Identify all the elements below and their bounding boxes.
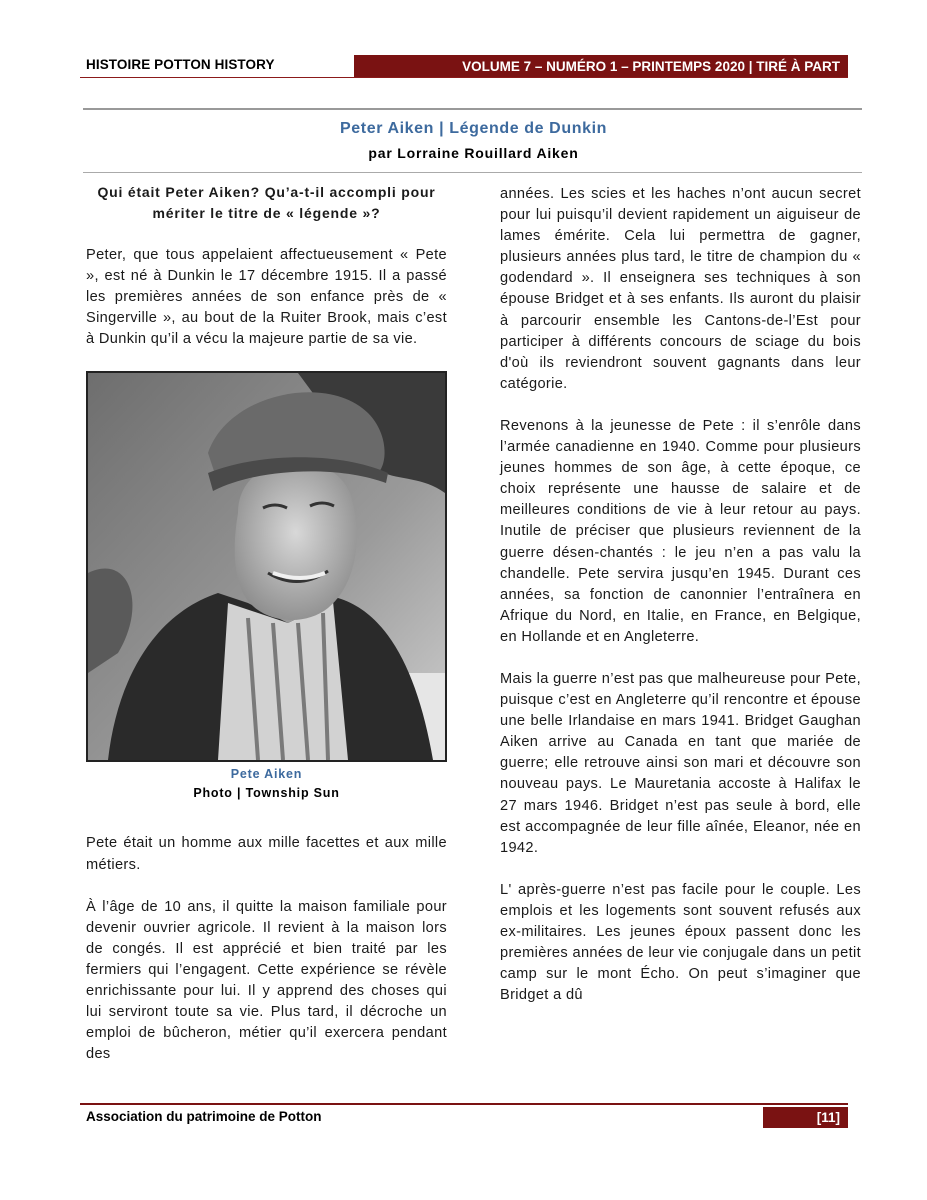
paragraph: Peter, que tous appelaient affectueusement « Pete », est né à Dunkin le 17 décembre 1915. Il a passé les premières années de son enfance près de « Singerville », au bout de la Ruiter Brook, mais c’est à Dunkin qu’il a vécu la majeure partie de sa vie.: [86, 247, 447, 348]
page-number: [11]: [763, 1107, 848, 1128]
section-question: Qui était Peter Aiken? Qu’a-t-il accompli pour mériter le titre de « légende »?: [97, 184, 436, 221]
title-divider: [83, 172, 862, 173]
paragraph: années. Les scies et les haches n’ont aucun secret pour lui puisqu’il devient rapidement un aiguiseur de lames émérite. Cela lui permettra de gagner, plusieurs années plus tard, le titre de champion du « godendard ». Il enseignera ses techniques à son épouse Bridget et à ses enfants. Ils auront du plaisir à parcourir ensemble les Cantons-de-l’Est pour participer à différents concours de sciage du bois d'où ils reviendront souvent gagnants dans leur catégorie.: [500, 186, 861, 392]
paragraph: L' après-guerre n’est pas facile pour le couple. Les emplois et les logements sont souvent refusés aux ex-militaires. Les jeunes époux passent donc les premières années de leur vie conjugale dans un petit camp sur le mont Écho. On peut s’imaginer que Bridget a dû: [500, 881, 861, 1004]
publication-name: HISTOIRE POTTON HISTORY: [86, 57, 275, 72]
association-name: Association du patrimoine de Potton: [86, 1109, 322, 1124]
page-header: [80, 55, 848, 78]
paragraph: Mais la guerre n’est pas que malheureuse pour Pete, puisque c’est en Angleterre qu’il rencontre et épouse une belle Irlandaise en mars 1941. Bridget Gaughan Aiken arrive au Canada en tant que mariée de guerre; elle retrouve ainsi son mari et découvre son nouveau pays. Le Mauretania accoste à Halifax le 27 mars 1946. Bridget n’est pas seule à bord, elle est accompagnée de leur fille aînée, Eleanor, née en 1942.: [500, 670, 862, 856]
portrait-illustration: [88, 373, 445, 760]
portrait-photo: [86, 371, 447, 762]
right-column: [500, 184, 861, 1027]
photo-caption: Pete Aiken: [230, 767, 303, 782]
page-footer: [80, 1103, 848, 1127]
article-title: Peter Aiken | Légende de Dunkin: [340, 120, 607, 137]
top-divider: [83, 108, 862, 110]
paragraph: Pete était un homme aux mille facettes et aux mille métiers.: [86, 835, 447, 873]
left-column: [86, 182, 447, 1086]
paragraph: À l’âge de 10 ans, il quitte la maison familiale pour devenir ouvrier agricole. Il revient à la maison lors de congés. Il est apprécié et bien traité par les fermiers qui l’engagent. Cette expérience se révèle enrichissante pour lui. Il y apprend des choses qui lui serviront toute sa vie. Plus tard, il décroche un emploi de bûcheron, métier qu’il exercera pendant des: [86, 898, 447, 1063]
photo-credit: Photo | Township Sun: [193, 786, 340, 801]
article-byline: par Lorraine Rouillard Aiken: [368, 145, 579, 161]
issue-banner: VOLUME 7 – NUMÉRO 1 – PRINTEMPS 2020 | TIRÉ À PART: [354, 55, 848, 77]
paragraph: Revenons à la jeunesse de Pete : il s’enrôle dans l’armée canadienne en 1940. Comme pour plusieurs jeunes hommes de son âge, à cette époque, ce choix représente une hausse de salaire et de meilleures conditions de vie à leur retour au pays. Inutile de préciser que plusieurs reviennent de la guerre désen-chantés : le jeu n’en a pas valu la chandelle. Pete servira jusqu’en 1945. Durant ces années, sa fonction de canonnier l’entraînera en Afrique du Nord, en Italie, en France, en Belgique, en Hollande et en Angleterre.: [500, 417, 861, 645]
